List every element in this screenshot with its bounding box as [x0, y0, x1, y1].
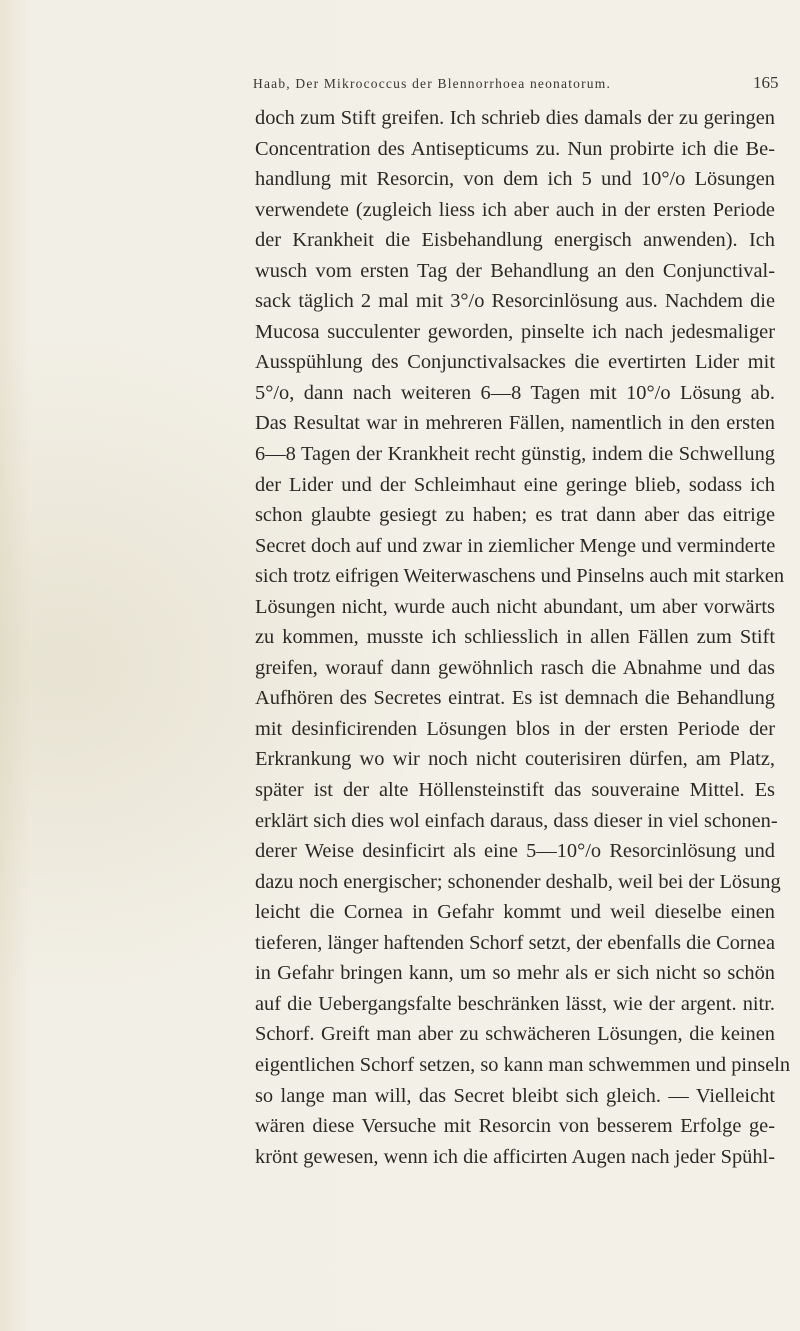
text-line: 5°/o, dann nach weiteren 6—8 Tagen mit 10°/o Lösung ab.: [255, 381, 775, 404]
text-line: Concentration des Antisepticums zu. Nun probirte ich die Be-: [255, 137, 775, 160]
text-line: leicht die Cornea in Gefahr kommt und weil dieselbe einen: [255, 901, 775, 924]
text-line: derer Weise desinficirt als eine 5—10°/o Resorcinlösung und: [255, 840, 775, 863]
running-head: [253, 73, 779, 92]
text-line: Schorf. Greift man aber zu schwächeren Lösungen, die keinen: [255, 1023, 775, 1046]
text-line: in Gefahr bringen kann, um so mehr als er sich nicht so schön: [255, 962, 775, 985]
text-line: der Krankheit die Eisbehandlung energisch anwenden). Ich: [255, 229, 775, 252]
text-line: tieferen, länger haftenden Schorf setzt, der ebenfalls die Cornea: [255, 931, 775, 954]
text-line: eigentlichen Schorf setzen, so kann man schwemmen und pinseln: [255, 1053, 791, 1076]
text-line: Erkrankung wo wir noch nicht couterisiren dürfen, am Platz,: [255, 748, 775, 771]
text-line: Aufhören des Secretes eintrat. Es ist demnach die Behandlung: [255, 687, 775, 710]
text-line: erklärt sich dies wol einfach daraus, dass dieser in viel schonen-: [255, 809, 778, 832]
text-line: greifen, worauf dann gewöhnlich rasch die Abnahme und das: [255, 656, 775, 679]
text-line: Das Resultat war in mehreren Fällen, namentlich in den ersten: [255, 412, 775, 435]
text-line: zu kommen, musste ich schliesslich in allen Fällen zum Stift: [255, 626, 775, 649]
text-line: später ist der alte Höllensteinstift das souveraine Mittel. Es: [255, 779, 775, 802]
running-head-title: Haab, Der Mikrococcus der Blennorrhoea neonatorum.: [253, 76, 612, 91]
text-line: wusch vom ersten Tag der Behandlung an den Conjunctival-: [255, 259, 775, 282]
text-line: sich trotz eifrigen Weiterwaschens und Pinselns auch mit starken: [255, 565, 785, 588]
text-line: schon glaubte gesiegt zu haben; es trat dann aber das eitrige: [255, 504, 775, 527]
body-text: [255, 103, 791, 1172]
text-line: 6—8 Tagen der Krankheit recht günstig, indem die Schwellung: [255, 443, 775, 466]
text-line: Ausspühlung des Conjunctivalsackes die evertirten Lider mit: [255, 351, 775, 374]
text-line: krönt gewesen, wenn ich die afficirten Augen nach jeder Spühl-: [255, 1145, 775, 1168]
text-line: doch zum Stift greifen. Ich schrieb dies damals der zu geringen: [255, 107, 775, 129]
text-line: Lösungen nicht, wurde auch nicht abundant, um aber vorwärts: [255, 595, 775, 618]
text-line: so lange man will, das Secret bleibt sich gleich. — Vielleicht: [255, 1084, 775, 1107]
text-line: der Lider und der Schleimhaut eine geringe blieb, sodass ich: [255, 473, 775, 496]
text-line: wären diese Versuche mit Resorcin von besserem Erfolge ge-: [255, 1115, 775, 1138]
text-line: auf die Uebergangsfalte beschränken lässt, wie der argent. nitr.: [255, 992, 775, 1015]
text-line: Mucosa succulenter geworden, pinselte ich nach jedesmaliger: [255, 320, 775, 343]
text-line: Secret doch auf und zwar in ziemlicher Menge und verminderte: [255, 534, 776, 557]
text-line: verwendete (zugleich liess ich aber auch in der ersten Periode: [255, 198, 775, 221]
text-line: dazu noch energischer; schonender deshalb, weil bei der Lösung: [255, 870, 781, 893]
page-number: 165: [753, 73, 779, 92]
text-line: handlung mit Resorcin, von dem ich 5 und 10°/o Lösungen: [255, 168, 775, 191]
text-line: mit desinficirenden Lösungen blos in der ersten Periode der: [255, 717, 775, 740]
text-line: sack täglich 2 mal mit 3°/o Resorcinlösung aus. Nachdem die: [255, 290, 775, 313]
